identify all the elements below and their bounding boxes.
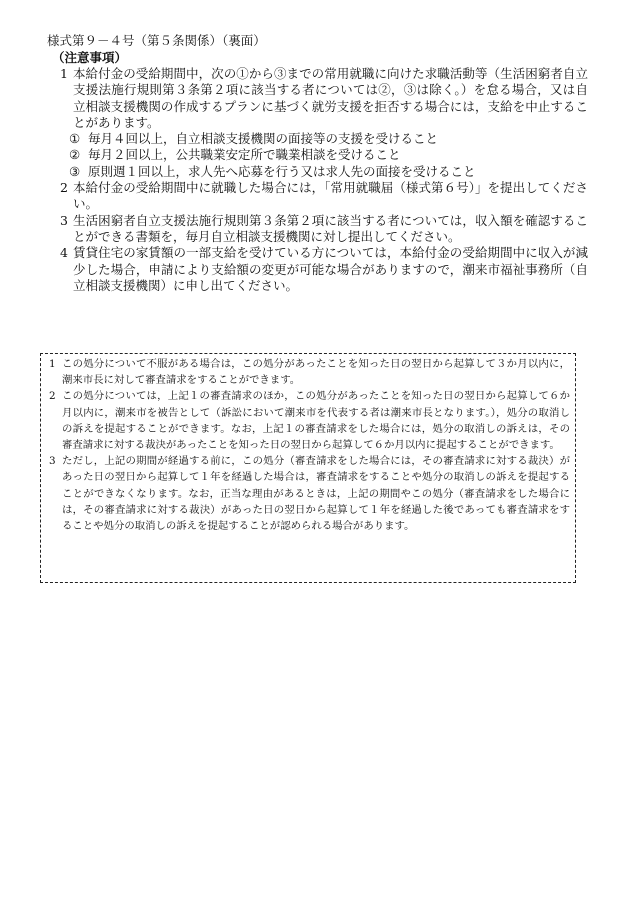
sub-item xyxy=(60,147,588,163)
appeal-item xyxy=(49,356,570,388)
note-item xyxy=(60,66,588,131)
form-number-label: 様式第９－４号（第５条関係）（裏面） xyxy=(47,33,266,48)
notes-list xyxy=(60,66,588,294)
note-text: 生活困窮者自立支援法施行規則第３条第２項に該当する者については，収入額を確認することができる書類を，毎月自立相談支援機関に対し提出してください。 xyxy=(73,212,588,244)
note-item xyxy=(60,245,588,294)
note-item xyxy=(60,213,588,246)
note-number: 1 xyxy=(60,66,68,81)
note-text: 本給付金の受給期間中，次の①から③までの常用就職に向けた求職活動等（生活困窮者自立支援法施行規則第３条第２項に該当する者については②，③は除く。）を怠る場合，又は自立相談支援機関の作成するプランに基づく就労支援を拒否する場合には，支給を中止することがあります。 xyxy=(73,66,588,130)
appeal-text: ただし，上記の期間が経過する前に，この処分（審査請求をした場合には，その審査請求に対する裁決）があった日の翌日から起算して１年を経過した場合は，審査請求をすることや処分の取消しの訴えを提起することができなくなります。なお，正当な理由があるときは，上記の期間やこの処分（審査請求をした場合には，その審査請求に対する裁決）があった日の翌日から起算して１年を経過した後であっても審査請求をすることや処分の取消しの訴えを提起することが認められる場合があります。 xyxy=(62,455,570,533)
sub-item-number: ② xyxy=(69,147,81,163)
note-item xyxy=(60,180,588,213)
appeal-rights-list xyxy=(49,356,570,534)
sub-item xyxy=(60,164,588,180)
notes-heading: （注意事項） xyxy=(52,50,128,65)
appeal-item xyxy=(49,453,570,534)
note-number: 2 xyxy=(60,180,68,196)
sub-item-text: 原則週１回以上，求人先へ応募を行う又は求人先の面接を受けること xyxy=(88,163,476,179)
sub-item-text: 毎月４回以上，自立相談支援機関の面接等の支援を受けること xyxy=(88,131,439,147)
appeal-rights-box xyxy=(40,353,576,583)
note-text: 賃貸住宅の家賃額の一部支給を受けている方については，本給付金の受給期間中に収入が減少した場合，申請により支給額の変更が可能な場合がありますので，潮来市福祉事務所（自立相談支援機関）に申し出てください。 xyxy=(73,245,588,293)
appeal-number: 3 xyxy=(49,455,56,468)
appeal-item xyxy=(49,388,570,453)
appeal-text: この処分について不服がある場合は，この処分があったことを知った日の翌日から起算して３か月以内に，潮来市長に対して審査請求をすることができます。 xyxy=(62,358,570,387)
note-number: 3 xyxy=(60,212,68,228)
sub-item-text: 毎月２回以上，公共職業安定所で職業相談を受けること xyxy=(88,147,401,163)
appeal-number: 2 xyxy=(49,390,56,403)
sub-item xyxy=(60,131,588,147)
note-text: 本給付金の受給期間中に就職した場合には，「常用就職届（様式第６号）」を提出してください。 xyxy=(73,180,588,212)
note-number: 4 xyxy=(60,245,68,261)
sub-item-number: ③ xyxy=(69,163,81,179)
sub-item-number: ① xyxy=(69,131,81,147)
appeal-text: この処分については，上記１の審査請求のほか，この処分があったことを知った日の翌日から起算して６か月以内に，潮来市を被告として（訴訟において潮来市を代表する者は潮来市長となります。），処分の取消しの訴えを提起することができます。なお，上記１の審査請求をした場合には，処分の取消しの訴えは，その審査請求に対する裁決があったことを知った日の翌日から起算して６か月以内に提起することができます。 xyxy=(62,390,570,452)
appeal-number: 1 xyxy=(49,358,56,370)
activity-sub-list xyxy=(60,131,588,180)
